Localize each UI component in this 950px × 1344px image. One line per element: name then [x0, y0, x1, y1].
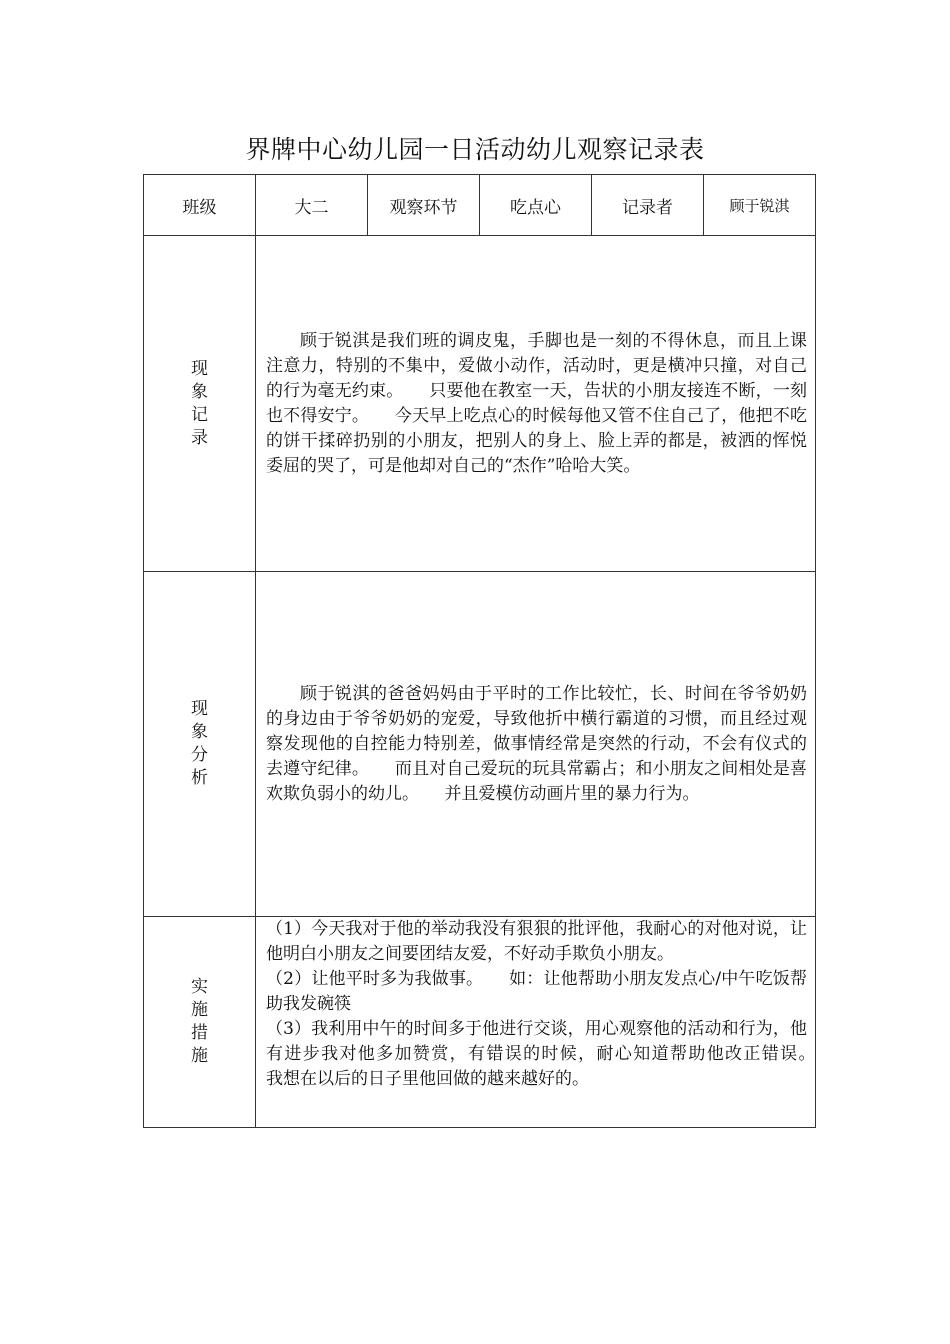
measures-item-1: （1）今天我对于他的举动我没有狠狠的批评他，我耐心的对他对说，让他明白小朋友之间要团结友爱，不好动手欺负小朋友。 — [266, 919, 807, 964]
page-title: 界牌中心幼儿园一日活动幼儿观察记录表 — [245, 135, 705, 164]
analysis-label: 现象分析 — [191, 699, 208, 788]
class-label: 班级 — [144, 175, 256, 236]
session-label: 观察环节 — [368, 175, 480, 236]
recorder-label: 记录者 — [592, 175, 704, 236]
analysis-text: 顾于锐淇的爸爸妈妈由于平时的工作比较忙，长、时间在爷爷奶奶的身边由于爷爷奶奶的宠爱，导致他折中横行霸道的习惯，而且经过观察发现他的自控能力特别差，做事情经常是突然的行动，不会有仪式的去遵守纪律。 而且对自己爱玩的玩具常霸占；和小朋友之间相处是喜欢欺负弱小的幼儿。 并且爱模仿动画片里的暴力行为。 — [266, 683, 807, 804]
measures-item-3: （3）我利用中午的时间多于他进行交谈，用心观察他的活动和行为，他有进步我对他多加赞赏，有错误的时候，耐心知道帮助他改正错误。 我想在以后的日子里他回做的越来越好的。 — [266, 1019, 841, 1089]
class-value: 大二 — [256, 175, 368, 236]
analysis-content-cell — [256, 572, 816, 917]
measures-label: 实施措施 — [191, 977, 208, 1066]
measures-content-cell — [256, 917, 841, 1128]
analysis-row — [144, 572, 816, 917]
analysis-label-cell — [144, 572, 256, 917]
measures-label-cell — [144, 917, 256, 1128]
measures-row — [144, 917, 816, 1128]
recorder-value: 顾于锐淇 — [704, 175, 816, 236]
record-label-cell — [144, 236, 256, 572]
observation-record-table — [143, 174, 841, 1128]
record-label: 现象记录 — [191, 358, 208, 448]
session-value: 吃点心 — [480, 175, 592, 236]
header-row — [144, 175, 816, 236]
record-content-cell — [256, 236, 816, 572]
measures-item-2: （2）让他平时多为我做事。 如：让他帮助小朋友发点心/中午吃饭帮助我发碗筷 — [266, 969, 807, 1014]
record-text: 顾于锐淇是我们班的调皮鬼，手脚也是一刻的不得休息，而且上课注意力，特别的不集中，爱做小动作，活动时，更是横冲只撞，对自己的行为毫无约束。 只要他在教室一天，告状的小朋友接连不断，一刻也不得安宁。 今天早上吃点心的时候每他又管不住自己了，他把不吃的饼干揉碎扔别的小朋友，把别人的身上、脸上弄的都是，被洒的恽悦委屈的哭了，可是他却对自己的“杰作”哈哈大笑。 — [266, 330, 807, 476]
record-row — [144, 236, 816, 572]
